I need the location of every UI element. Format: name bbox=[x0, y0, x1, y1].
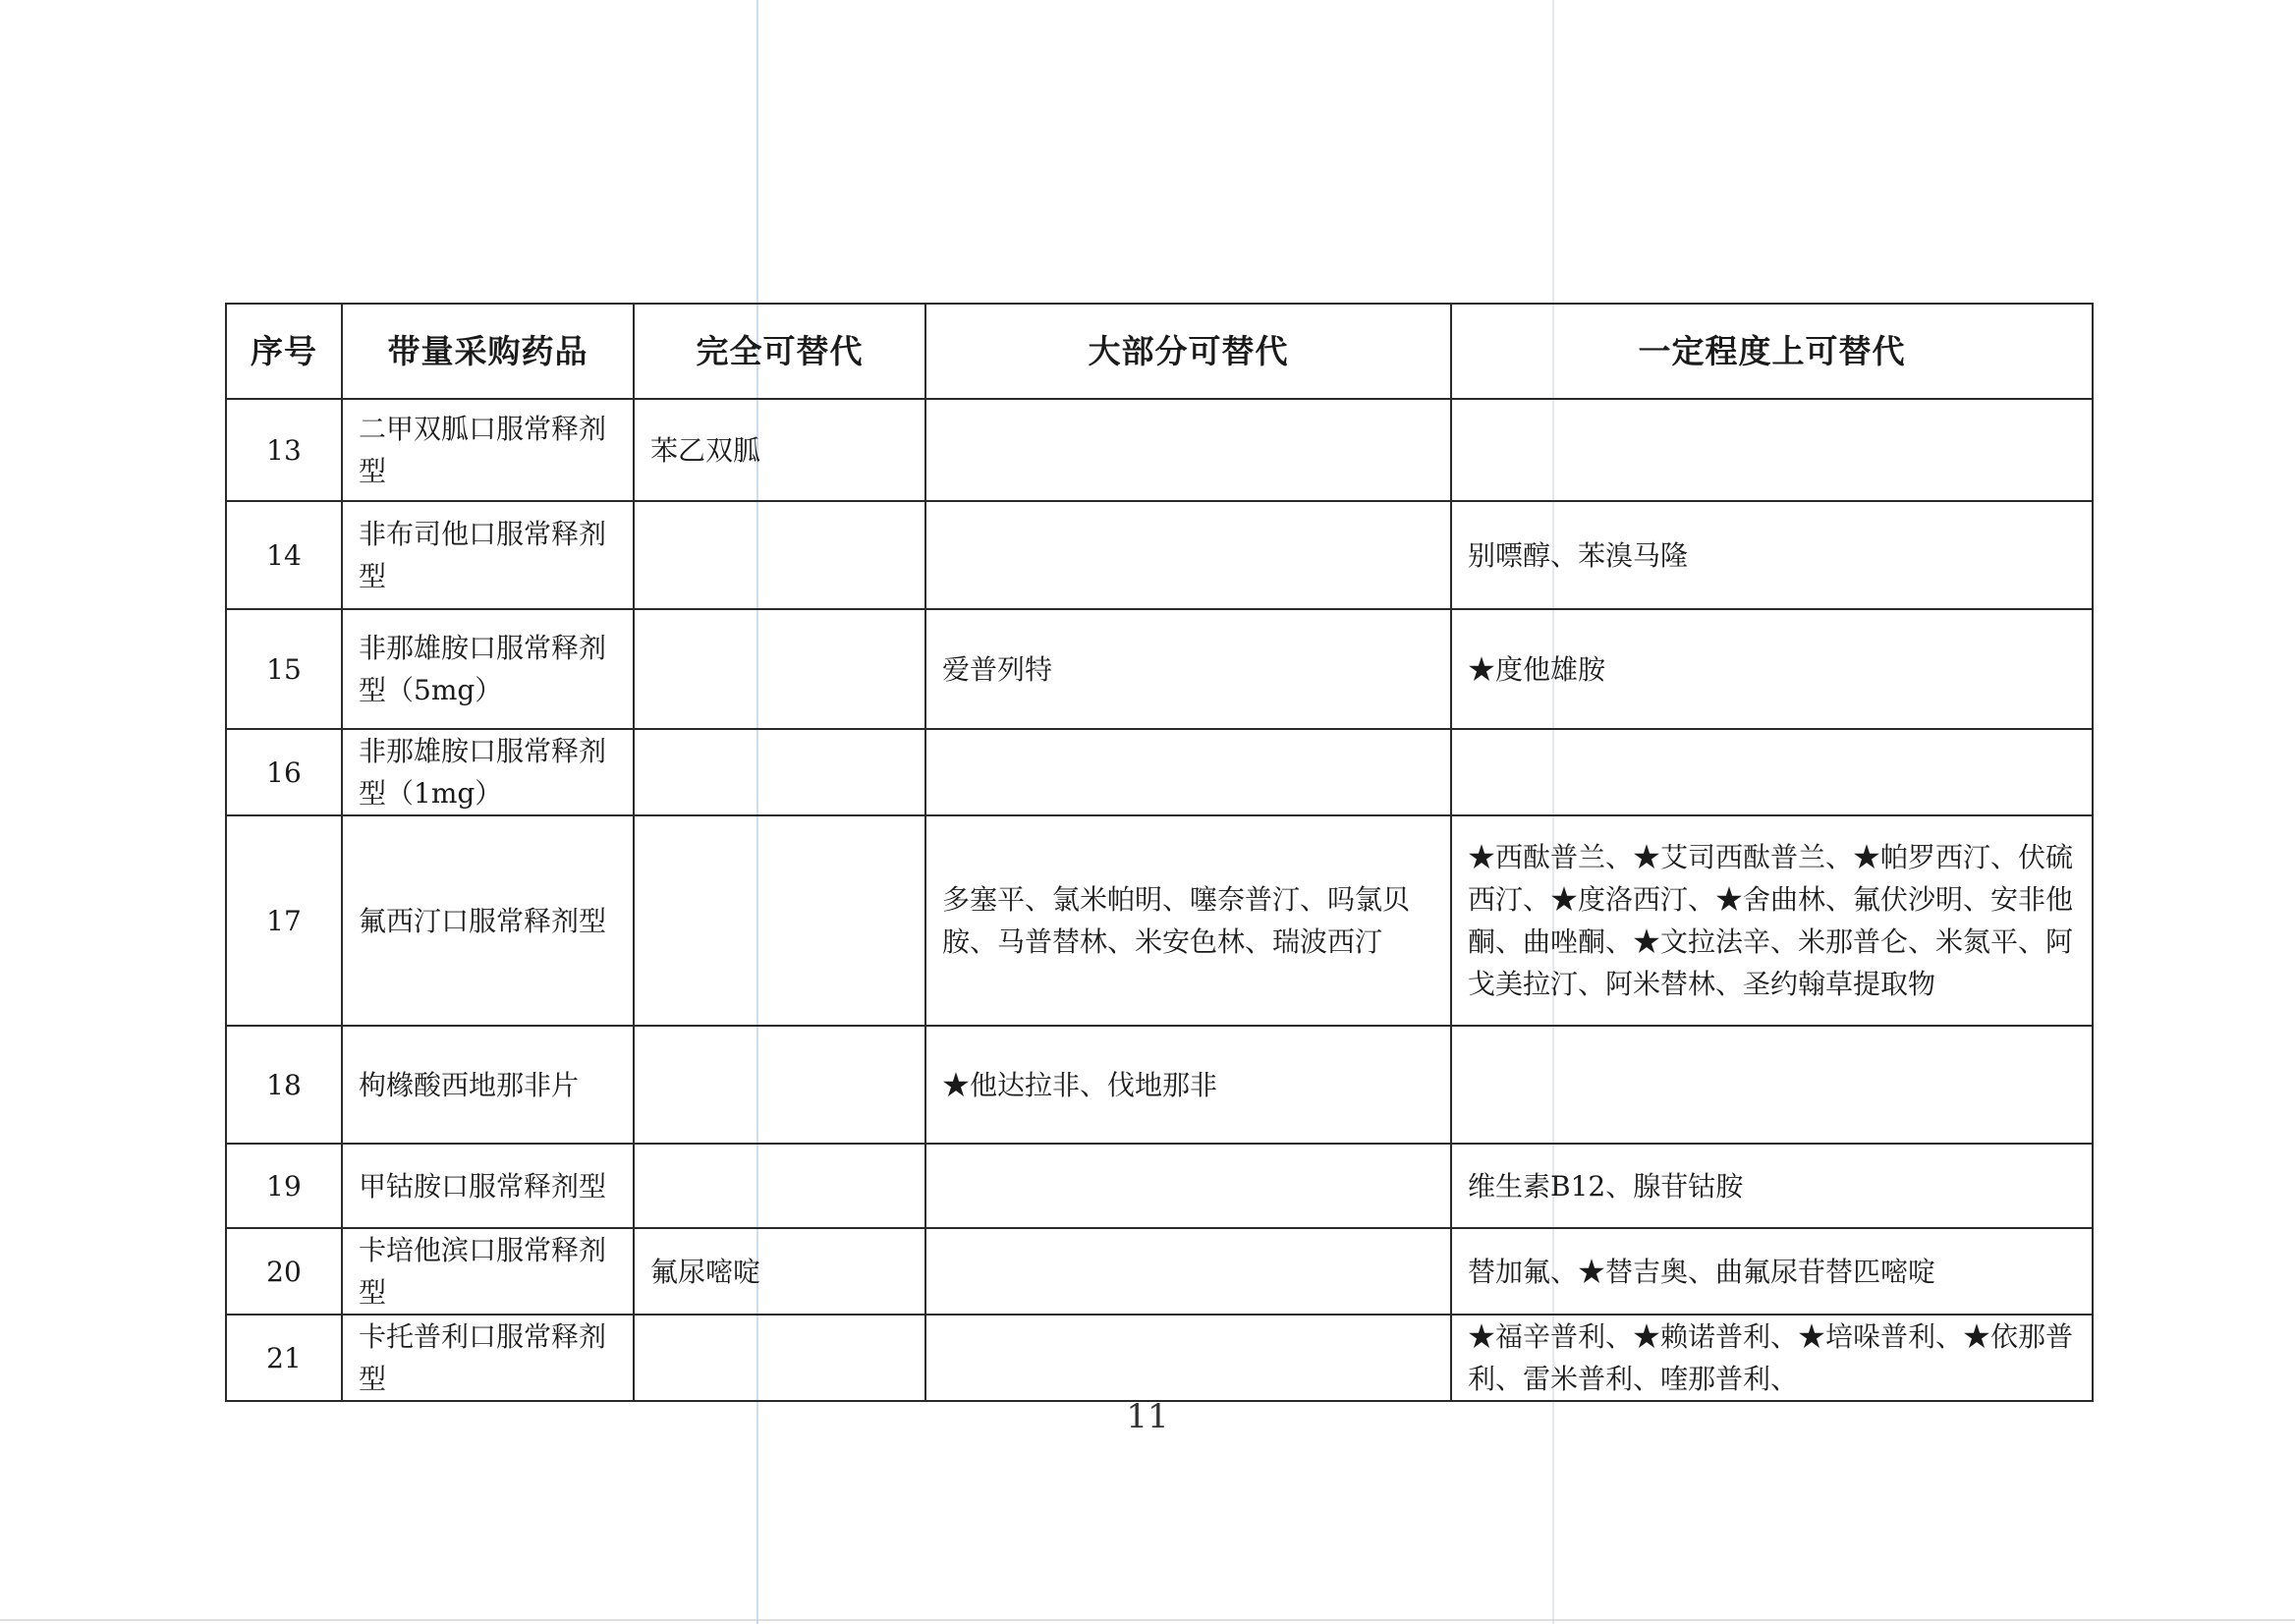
procured-drug-cell: 二甲双胍口服常释剂型 bbox=[342, 399, 634, 501]
partially-substitutable-cell: 替加氟、★替吉奥、曲氟尿苷替匹嘧啶 bbox=[1451, 1228, 2093, 1315]
procured-drug-cell: 卡托普利口服常释剂型 bbox=[342, 1315, 634, 1401]
partially-substitutable-cell: 别嘌醇、苯溴马隆 bbox=[1451, 501, 2093, 609]
table-row bbox=[226, 501, 2093, 609]
header-procured-drug: 带量采购药品 bbox=[342, 304, 634, 399]
page-number: 11 bbox=[1126, 1397, 1169, 1436]
mostly-substitutable-cell: 多塞平、氯米帕明、噻奈普汀、吗氯贝胺、马普替林、米安色林、瑞波西汀 bbox=[925, 815, 1451, 1026]
partially-substitutable-cell: ★西酞普兰、★艾司西酞普兰、★帕罗西汀、伏硫西汀、★度洛西汀、★舍曲林、氟伏沙明、安非他酮、曲唑酮、★文拉法辛、米那普仑、米氮平、阿戈美拉汀、阿米替林、圣约翰草提取物 bbox=[1451, 815, 2093, 1026]
mostly-substitutable-cell bbox=[925, 399, 1451, 501]
mostly-substitutable-cell bbox=[925, 1228, 1451, 1315]
partially-substitutable-cell bbox=[1451, 729, 2093, 815]
row-number: 21 bbox=[226, 1315, 342, 1401]
mostly-substitutable-cell: ★他达拉非、伐地那非 bbox=[925, 1026, 1451, 1144]
mostly-substitutable-cell bbox=[925, 729, 1451, 815]
fully-substitutable-cell: 氟尿嘧啶 bbox=[634, 1228, 925, 1315]
procured-drug-cell: 非那雄胺口服常释剂型（1mg） bbox=[342, 729, 634, 815]
header-mostly-substitutable: 大部分可替代 bbox=[925, 304, 1451, 399]
mostly-substitutable-cell: 爱普列特 bbox=[925, 609, 1451, 729]
row-number: 13 bbox=[226, 399, 342, 501]
procured-drug-cell: 非那雄胺口服常释剂型（5mg） bbox=[342, 609, 634, 729]
row-number: 20 bbox=[226, 1228, 342, 1315]
fully-substitutable-cell bbox=[634, 501, 925, 609]
header-serial-number: 序号 bbox=[226, 304, 342, 399]
procured-drug-cell: 氟西汀口服常释剂型 bbox=[342, 815, 634, 1026]
partially-substitutable-cell: ★度他雄胺 bbox=[1451, 609, 2093, 729]
row-number: 17 bbox=[226, 815, 342, 1026]
procured-drug-cell: 非布司他口服常释剂型 bbox=[342, 501, 634, 609]
table-row bbox=[226, 729, 2093, 815]
fully-substitutable-cell bbox=[634, 1026, 925, 1144]
table-row bbox=[226, 1315, 2093, 1401]
fully-substitutable-cell: 苯乙双胍 bbox=[634, 399, 925, 501]
partially-substitutable-cell: 维生素B12、腺苷钴胺 bbox=[1451, 1144, 2093, 1228]
table-row bbox=[226, 609, 2093, 729]
header-partially-substitutable: 一定程度上可替代 bbox=[1451, 304, 2093, 399]
partially-substitutable-cell: ★福辛普利、★赖诺普利、★培哚普利、★依那普利、雷米普利、喹那普利、 bbox=[1451, 1315, 2093, 1401]
fully-substitutable-cell bbox=[634, 1315, 925, 1401]
substitution-table bbox=[225, 303, 2094, 1402]
mostly-substitutable-cell bbox=[925, 501, 1451, 609]
fully-substitutable-cell bbox=[634, 1144, 925, 1228]
scan-artifact-line bbox=[0, 1619, 2295, 1621]
table-header-row bbox=[226, 304, 2093, 399]
header-fully-substitutable: 完全可替代 bbox=[634, 304, 925, 399]
table-row bbox=[226, 399, 2093, 501]
fully-substitutable-cell bbox=[634, 609, 925, 729]
partially-substitutable-cell bbox=[1451, 1026, 2093, 1144]
row-number: 15 bbox=[226, 609, 342, 729]
table-row bbox=[226, 1144, 2093, 1228]
row-number: 19 bbox=[226, 1144, 342, 1228]
row-number: 14 bbox=[226, 501, 342, 609]
mostly-substitutable-cell bbox=[925, 1144, 1451, 1228]
fully-substitutable-cell bbox=[634, 729, 925, 815]
table-row bbox=[226, 1228, 2093, 1315]
table-row bbox=[226, 815, 2093, 1026]
table-row bbox=[226, 1026, 2093, 1144]
fully-substitutable-cell bbox=[634, 815, 925, 1026]
partially-substitutable-cell bbox=[1451, 399, 2093, 501]
row-number: 16 bbox=[226, 729, 342, 815]
procured-drug-cell: 枸橼酸西地那非片 bbox=[342, 1026, 634, 1144]
procured-drug-cell: 甲钴胺口服常释剂型 bbox=[342, 1144, 634, 1228]
row-number: 18 bbox=[226, 1026, 342, 1144]
procured-drug-cell: 卡培他滨口服常释剂型 bbox=[342, 1228, 634, 1315]
mostly-substitutable-cell bbox=[925, 1315, 1451, 1401]
